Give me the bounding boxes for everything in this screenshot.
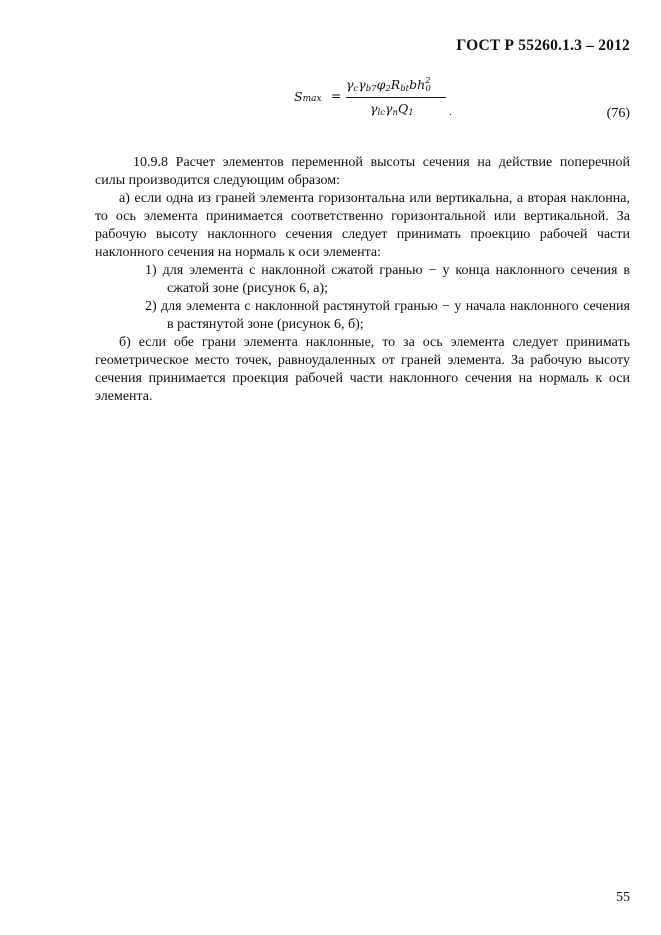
equation-number: (76) — [606, 106, 630, 121]
body-text — [95, 154, 630, 406]
paragraph-a: а) если одна из граней элемента горизонтальна или вертикальна, а вторая наклонна, то ось элемента принимается соответственно горизонтальной или вертикальной. За рабочую высоту наклонного сечения следует принимать проекцию рабочей части наклонного сечения на нормаль к оси элемента: — [95, 191, 630, 260]
fraction-bar — [346, 97, 446, 98]
formula-equals: = — [331, 88, 342, 103]
formula-lhs: Smax — [294, 89, 322, 104]
paragraph-b: б) если обе грани элемента наклонные, то за ось элемента следует принимать геометрическое место точек, равноудаленных от граней элемента. За рабочую высоту сечения принимается проекция рабочей части наклонного сечения на нормаль к оси элемента. — [95, 335, 630, 404]
list-item-2: 2) для элемента с наклонной растянутой гранью − у начала наклонного сечения в растянутой зоне (рисунок 6, б); — [145, 299, 630, 332]
formula-76: Smax = γcγb7φ2Rbtbh$^2$0 γlcγnQ1 . — [294, 76, 452, 118]
formula-numerator: γcγb7φ2Rbtbh$^2$0 — [346, 76, 431, 94]
page-number: 55 — [616, 890, 630, 905]
list-item-1: 1) для элемента с наклонной сжатой гранью − у конца наклонного сечения в сжатой зоне (рисунок 6, а); — [145, 263, 630, 296]
paragraph-10-9-8: 10.9.8 Расчет элементов переменной высоты сечения на действие поперечной силы производится следующим образом: — [95, 155, 630, 188]
formula-denominator: γlcγnQ1 — [370, 101, 414, 118]
document-code-header: ГОСТ Р 55260.1.3 – 2012 — [456, 37, 630, 54]
